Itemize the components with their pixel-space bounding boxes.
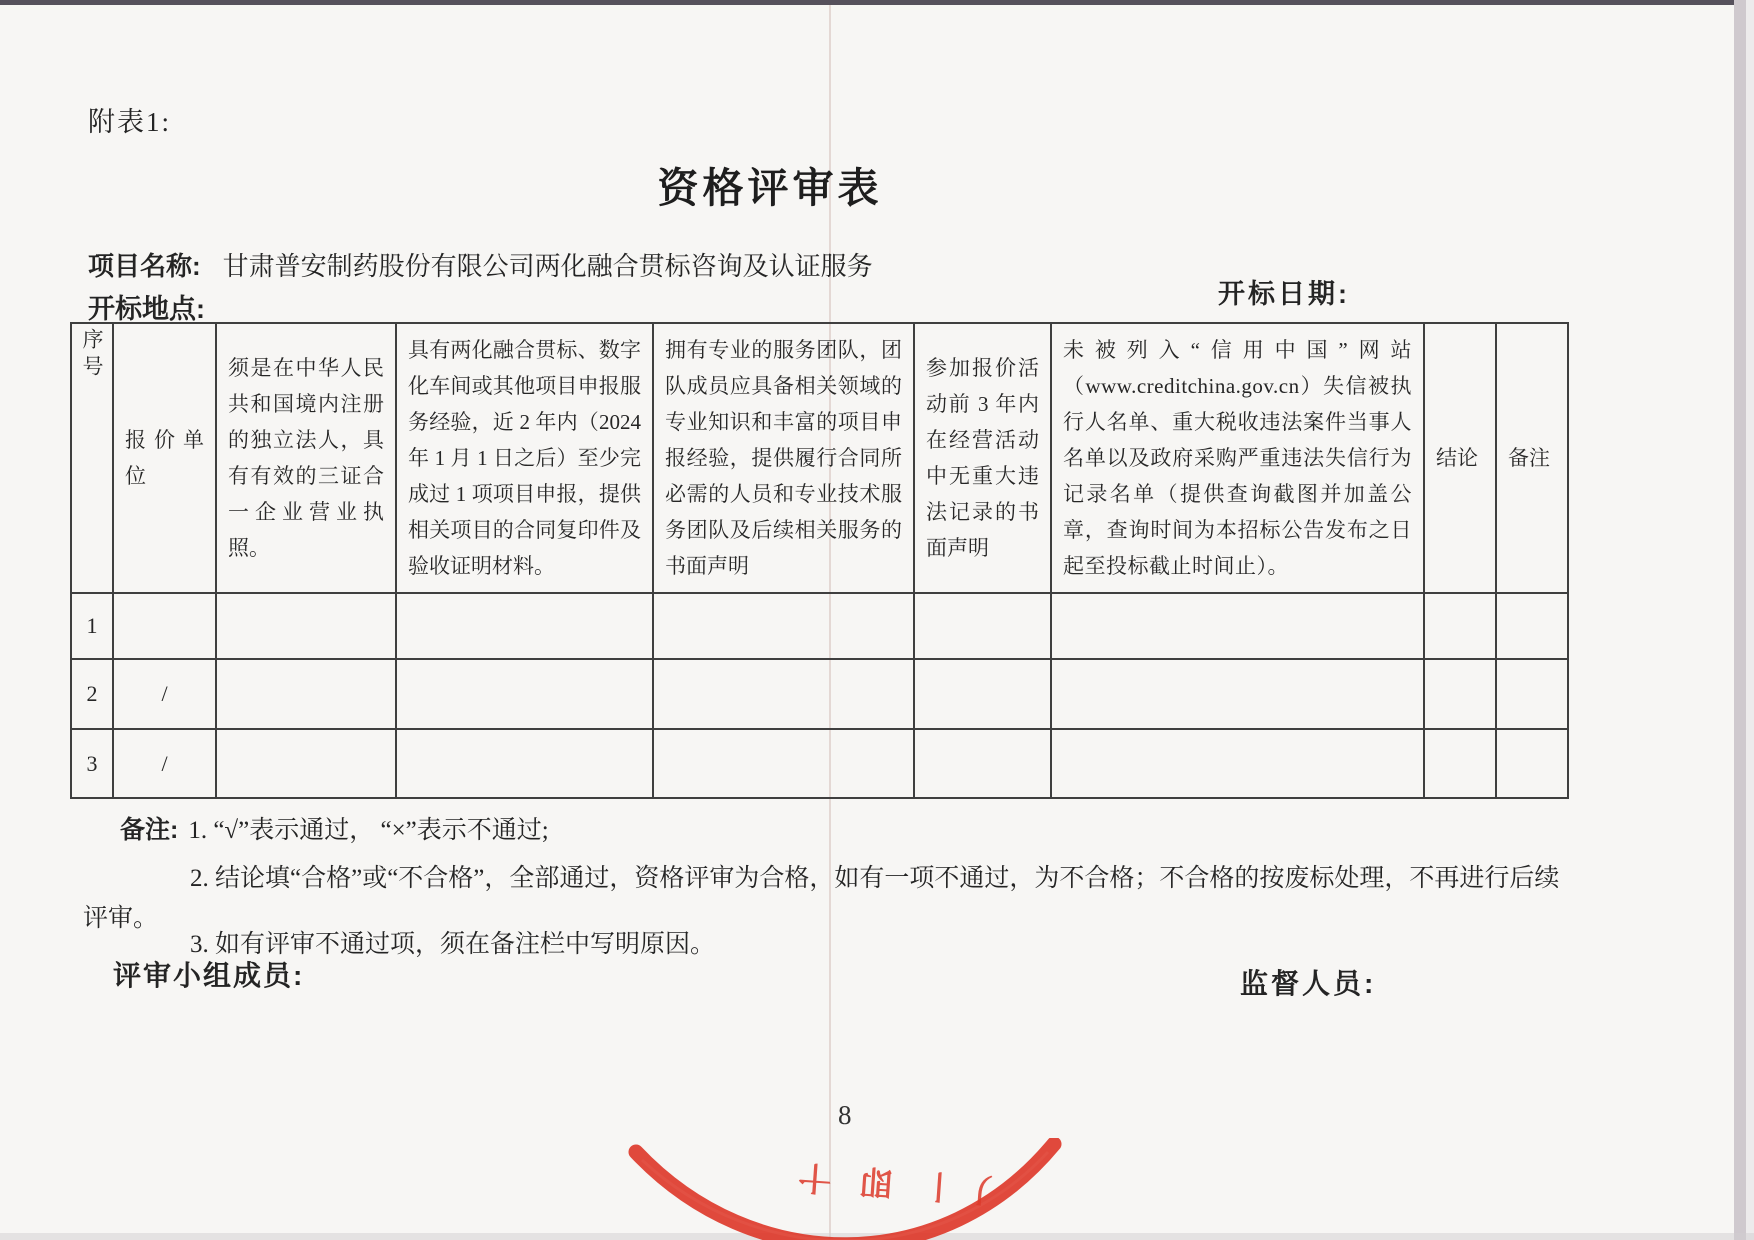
cell-seq: 3 xyxy=(71,729,113,798)
review-team-label: 评审小组成员: xyxy=(113,960,305,991)
note-3: 3. 如有评审不通过项，须在备注栏中写明原因。 xyxy=(190,931,716,958)
header-legal-entity: 须是在中华人民共和国境内注册的独立法人，具有有效的三证合一企业营业执照。 xyxy=(216,323,396,593)
cell xyxy=(1051,729,1424,798)
table-header-row xyxy=(71,323,1568,593)
header-experience: 具有两化融合贯标、数字化车间或其他项目申报服务经验，近 2 年内（2024 年 1 月 1 日之后）至少完成过 1 项项目申报，提供相关项目的合同复印件及验收证明材料。 xyxy=(396,323,653,593)
cell xyxy=(1496,729,1568,798)
cell-bidder: / xyxy=(113,659,216,729)
cell xyxy=(914,729,1051,798)
cell xyxy=(1424,729,1496,798)
cell-bidder xyxy=(113,593,216,659)
header-credit-china: 未被列入“信用中国”网站（www.creditchina.gov.cn）失信被执行人名单、重大税收违法案件当事人名单以及政府采购严重违法失信行为记录名单（提供查询截图并加盖公章，查询时间为本招标公告发布之日起至投标截止时间止）。 xyxy=(1051,323,1424,593)
page-edge-highlight xyxy=(1746,0,1754,1240)
cell xyxy=(1424,593,1496,659)
table-row xyxy=(71,659,1568,729)
header-team: 拥有专业的服务团队，团队成员应具备相关领域的专业知识和丰富的项目申报经验，提供履行合同所必需的人员和专业技术服务团队及后续相关服务的书面声明 xyxy=(653,323,914,593)
cell xyxy=(216,593,396,659)
cell xyxy=(1496,659,1568,729)
cell-seq: 2 xyxy=(71,659,113,729)
cell xyxy=(1051,659,1424,729)
note-2: 2. 结论填“合格”或“不合格”，全部通过，资格评审为合格，如有一项不通过，为不合格；不合格的按废标处理，不再进行后续 xyxy=(190,865,1560,892)
note-2-continued: 评审。 xyxy=(83,905,159,932)
cell xyxy=(396,729,653,798)
seal-partial-text: 丿丨 即 十 xyxy=(787,1157,1000,1210)
header-no-violation: 参加报价活动前 3 年内在经营活动中无重大违法记录的书面声明 xyxy=(914,323,1051,593)
project-name-label: 项目名称: xyxy=(88,251,201,281)
supervisor-label: 监督人员: xyxy=(1240,968,1377,999)
project-name-row xyxy=(88,246,873,283)
bid-date-label: 开标日期: xyxy=(1218,279,1350,309)
table-row xyxy=(71,729,1568,798)
header-conclusion: 结论 xyxy=(1424,323,1496,593)
scan-top-edge xyxy=(0,0,1754,5)
cell-seq: 1 xyxy=(71,593,113,659)
cell xyxy=(396,593,653,659)
header-bidder: 报价单位 xyxy=(113,323,216,593)
qualification-review-table xyxy=(70,322,1569,799)
note-1-text: 1. “√”表示通过， “×”表示不通过; xyxy=(188,817,549,844)
note-1 xyxy=(120,810,549,846)
table-row xyxy=(71,593,1568,659)
cell xyxy=(216,659,396,729)
page-title: 资格评审表 xyxy=(657,165,883,211)
annex-label: 附表1: xyxy=(88,107,172,137)
page-edge-shadow xyxy=(1734,0,1746,1240)
cell xyxy=(653,659,914,729)
cell xyxy=(1424,659,1496,729)
cell-bidder: / xyxy=(113,729,216,798)
cell xyxy=(396,659,653,729)
cell xyxy=(216,729,396,798)
cell xyxy=(653,729,914,798)
page-number: 8 xyxy=(838,1100,852,1130)
notes-label: 备注: xyxy=(120,816,179,844)
cell xyxy=(1496,593,1568,659)
cell xyxy=(914,593,1051,659)
cell xyxy=(1051,593,1424,659)
cell xyxy=(914,659,1051,729)
header-remarks: 备注 xyxy=(1496,323,1568,593)
cell xyxy=(653,593,914,659)
bid-location-label: 开标地点: xyxy=(88,294,205,324)
header-seq-no: 序号 xyxy=(71,323,113,593)
project-name-value: 甘肃普安制药股份有限公司两化融合贯标咨询及认证服务 xyxy=(222,252,873,281)
